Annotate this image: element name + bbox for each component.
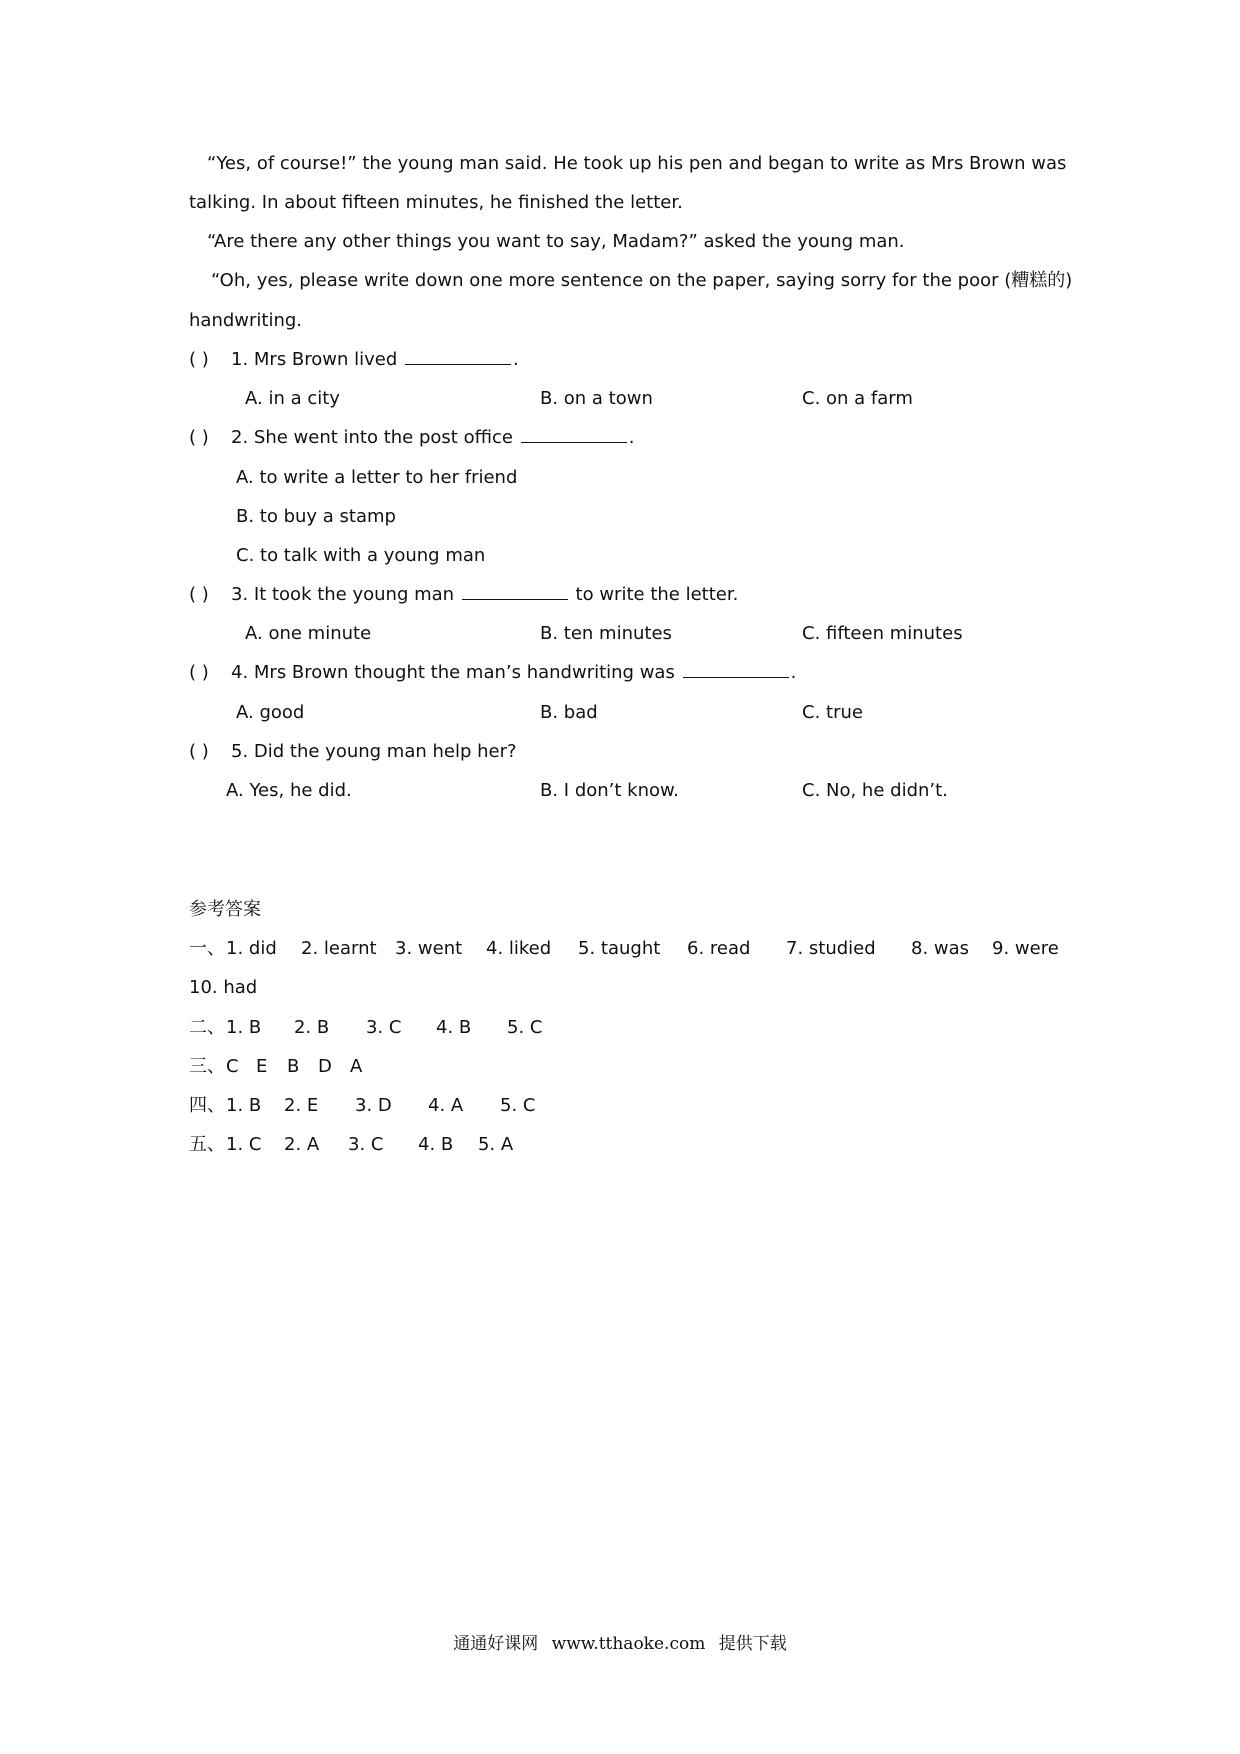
answer-bracket: ( ) [189, 584, 209, 605]
section-label: 二、 [189, 1017, 225, 1038]
answer-item: 3. went [395, 938, 463, 959]
question-text: 1. Mrs Brown lived [231, 349, 398, 370]
question-suffix: . [790, 662, 797, 683]
question-5 [189, 740, 517, 764]
answer-item: 2. B [294, 1017, 330, 1038]
answer-item: 4. A [428, 1095, 464, 1116]
answer-item: 4. B [418, 1134, 454, 1155]
option-a: A. to write a letter to her friend [236, 467, 518, 488]
answer-item: 5. C [507, 1017, 543, 1038]
answer-item: 5. taught [578, 938, 661, 959]
answer-blank [405, 348, 511, 365]
question-suffix: . [628, 427, 635, 448]
section-label: 三、 [189, 1056, 225, 1077]
answer-item: 10. had [189, 977, 258, 998]
option-c: C. No, he didn’t. [802, 780, 948, 801]
answer-item: 5. A [478, 1134, 514, 1155]
question-text: 5. Did the young man help her? [231, 741, 517, 762]
passage-line: handwriting. [189, 310, 303, 331]
answer-bracket: ( ) [189, 662, 209, 683]
answer-item: 7. studied [786, 938, 876, 959]
answer-bracket: ( ) [189, 349, 209, 370]
question-suffix: to write the letter. [575, 584, 739, 605]
option-b: B. to buy a stamp [236, 506, 396, 527]
question-text: 4. Mrs Brown thought the man’s handwriting was [231, 662, 675, 683]
footer-suffix: 提供下载 [718, 1634, 787, 1654]
answer-blank [521, 426, 627, 443]
option-c: C. to talk with a young man [236, 545, 486, 566]
answer-item: E [256, 1056, 268, 1077]
footer-site-name: 通通好课网 [453, 1634, 539, 1654]
answer-item: 3. D [355, 1095, 392, 1116]
answer-item: 2. A [284, 1134, 320, 1155]
section-label: 四、 [189, 1095, 225, 1116]
option-a: A. Yes, he did. [226, 780, 352, 801]
section-label: 一、 [189, 938, 225, 959]
question-suffix: . [513, 349, 519, 370]
answer-item: 8. was [911, 938, 970, 959]
question-text: 2. She went into the post office [231, 427, 513, 448]
option-b: B. ten minutes [540, 623, 672, 644]
answer-blank [683, 661, 789, 678]
answer-item: 9. were [992, 938, 1059, 959]
footer-url: www.tthaoke.com [551, 1634, 706, 1654]
answer-item: 3. C [348, 1134, 384, 1155]
answer-bracket: ( ) [189, 427, 209, 448]
answer-item: C [226, 1056, 239, 1077]
question-3 [189, 583, 738, 607]
passage-line: “Are there any other things you want to say, Madam?” asked the young man. [207, 231, 905, 252]
answer-item: D [318, 1056, 332, 1077]
answer-bracket: ( ) [189, 741, 209, 762]
option-a: A. in a city [245, 388, 340, 409]
option-c: C. true [802, 702, 863, 723]
answer-item: 5. C [500, 1095, 536, 1116]
option-c: C. on a farm [802, 388, 913, 409]
question-4 [189, 661, 796, 685]
answer-item: 1. B [226, 1095, 262, 1116]
option-c: C. fifteen minutes [802, 623, 963, 644]
option-b: B. I don’t know. [540, 780, 679, 801]
answer-item: 2. E [284, 1095, 319, 1116]
page-footer [0, 1632, 1240, 1656]
answer-item: 1. B [226, 1017, 262, 1038]
passage-line: “Yes, of course!” the young man said. He took up his pen and began to write as Mrs Brown was [207, 153, 1067, 174]
question-text: 3. It took the young man [231, 584, 455, 605]
section-label: 五、 [189, 1134, 225, 1155]
question-1 [189, 348, 519, 372]
option-a: A. good [236, 702, 305, 723]
answer-item: 1. did [226, 938, 277, 959]
passage-line: “Oh, yes, please write down one more sentence on the paper, saying sorry for the poor (糟糕的) [211, 270, 1073, 291]
answer-item: 2. learnt [301, 938, 377, 959]
answer-item: 4. B [436, 1017, 472, 1038]
option-b: B. bad [540, 702, 598, 723]
answer-item: A [350, 1056, 363, 1077]
option-b: B. on a town [540, 388, 653, 409]
answer-item: B [287, 1056, 300, 1077]
answer-item: 6. read [687, 938, 751, 959]
question-2 [189, 426, 634, 450]
answer-blank [462, 583, 568, 600]
answer-item: 1. C [226, 1134, 262, 1155]
answer-item: 4. liked [486, 938, 552, 959]
option-a: A. one minute [245, 623, 372, 644]
answer-item: 3. C [366, 1017, 402, 1038]
answer-key-heading: 参考答案 [189, 899, 261, 920]
passage-line: talking. In about fifteen minutes, he finished the letter. [189, 192, 683, 213]
